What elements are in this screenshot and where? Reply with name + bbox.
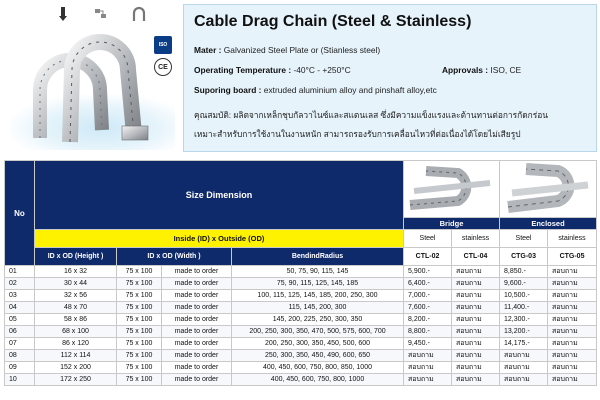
row-height: 32 x 56 [35, 290, 117, 302]
row-no: 08 [5, 350, 35, 362]
product-title: Cable Drag Chain (Steel & Stainless) [194, 13, 472, 30]
row-width: 75 x 100 [117, 302, 162, 314]
row-bridge-stainless-price: สอบถาม [452, 314, 500, 326]
chain-horizontal-icon [88, 6, 114, 22]
row-enclosed-steel-price: สอบถาม [500, 350, 548, 362]
row-bridge-stainless-price: สอบถาม [452, 374, 500, 386]
row-no: 01 [5, 266, 35, 278]
row-bridge-steel-price: 7,600.- [404, 302, 452, 314]
row-height: 16 x 32 [35, 266, 117, 278]
row-bridge-steel-price: สอบถาม [404, 362, 452, 374]
row-width: 75 x 100 [117, 350, 162, 362]
chain-vertical-icon [50, 6, 76, 22]
row-no: 02 [5, 278, 35, 290]
row-no: 06 [5, 326, 35, 338]
thai-description-line-1: คุณสมบัติ: ผลิตจากเหล็กชุบกัลวาไนซ์และสแตนเลส ซึ่งมีความแข็งแรงและต้านทานต่อการกัดกร่อน [194, 110, 548, 120]
inside-outside-header: Inside (ID) x Outside (OD) [35, 230, 404, 248]
row-width: 75 x 100 [117, 290, 162, 302]
product-photo [0, 0, 178, 152]
width-header: ID x OD (Width ) [117, 248, 232, 266]
row-height: 172 x 250 [35, 374, 117, 386]
row-height: 48 x 70 [35, 302, 117, 314]
table-row [5, 266, 597, 278]
row-note: made to order [162, 266, 232, 278]
code-ctg-03: CTG-03 [500, 248, 548, 266]
row-bridge-steel-price: 8,200.- [404, 314, 452, 326]
row-bridge-steel-price: 9,450.- [404, 338, 452, 350]
row-bridge-steel-price: 8,800.- [404, 326, 452, 338]
table-row [5, 338, 597, 350]
row-bridge-steel-price: 5,900.- [404, 266, 452, 278]
enclosed-stainless-header: stainless [548, 230, 597, 248]
row-bend-radius: 145, 200, 225, 250, 300, 350 [232, 314, 404, 326]
row-note: made to order [162, 362, 232, 374]
table-row [5, 326, 597, 338]
table-row [5, 362, 597, 374]
spec-table [4, 160, 597, 386]
row-enclosed-stainless-price: สอบถาม [548, 350, 597, 362]
size-dimension-header: Size Dimension [35, 161, 404, 230]
row-enclosed-steel-price: สอบถาม [500, 362, 548, 374]
supporting-board-line: Suporing board : extruded aluminium alloy and pinshaft alloy,etc [194, 85, 437, 95]
row-enclosed-stainless-price: สอบถาม [548, 278, 597, 290]
row-enclosed-steel-price: 10,500.- [500, 290, 548, 302]
row-bend-radius: 100, 115, 125, 145, 185, 200, 250, 300 [232, 290, 404, 302]
row-height: 30 x 44 [35, 278, 117, 290]
row-note: made to order [162, 374, 232, 386]
row-enclosed-stainless-price: สอบถาม [548, 266, 597, 278]
drag-chain-image [10, 30, 160, 148]
no-header: No [5, 161, 35, 266]
row-bend-radius: 200, 250, 300, 350, 470, 500, 575, 600, 700 [232, 326, 404, 338]
row-enclosed-steel-price: 11,400.- [500, 302, 548, 314]
row-bridge-steel-price: สอบถาม [404, 350, 452, 362]
row-bridge-stainless-price: สอบถาม [452, 362, 500, 374]
row-enclosed-stainless-price: สอบถาม [548, 362, 597, 374]
code-ctg-05: CTG-05 [548, 248, 597, 266]
row-width: 75 x 100 [117, 338, 162, 350]
row-bend-radius: 400, 450, 600, 750, 800, 850, 1000 [232, 362, 404, 374]
row-enclosed-steel-price: สอบถาม [500, 374, 548, 386]
thai-description-line-2: เหมาะสำหรับการใช้งานในงานหนัก สามารถรองรับการเคลื่อนไหวที่ต่อเนื่องได้โดยไม่เสียรูป [194, 129, 521, 139]
row-note: made to order [162, 302, 232, 314]
row-width: 75 x 100 [117, 362, 162, 374]
material-line: Mater : Galvanized Steel Plate or (Stianless steel) [194, 45, 381, 55]
table-row [5, 374, 597, 386]
row-no: 04 [5, 302, 35, 314]
row-height: 58 x 86 [35, 314, 117, 326]
row-width: 75 x 100 [117, 266, 162, 278]
height-header: ID x OD (Height ) [35, 248, 117, 266]
enclosed-chain-icon [502, 161, 594, 213]
row-bend-radius: 200, 250, 300, 350, 450, 500, 600 [232, 338, 404, 350]
row-height: 86 x 120 [35, 338, 117, 350]
row-note: made to order [162, 314, 232, 326]
bridge-header: Bridge [404, 218, 500, 230]
row-note: made to order [162, 338, 232, 350]
code-ctl-04: CTL-04 [452, 248, 500, 266]
temperature-line: Operating Temperature : -40°C - +250°C [194, 65, 351, 75]
row-bridge-stainless-price: สอบถาม [452, 326, 500, 338]
row-bridge-steel-price: 7,000.- [404, 290, 452, 302]
row-enclosed-stainless-price: สอบถาม [548, 314, 597, 326]
row-bridge-steel-price: สอบถาม [404, 374, 452, 386]
row-bridge-stainless-price: สอบถาม [452, 302, 500, 314]
row-note: made to order [162, 278, 232, 290]
table-row [5, 278, 597, 290]
bend-radius-header: BendindRadius [232, 248, 404, 266]
row-enclosed-steel-price: 8,850.- [500, 266, 548, 278]
row-enclosed-steel-price: 12,300.- [500, 314, 548, 326]
row-height: 112 x 114 [35, 350, 117, 362]
row-width: 75 x 100 [117, 374, 162, 386]
row-note: made to order [162, 290, 232, 302]
row-no: 07 [5, 338, 35, 350]
row-bend-radius: 400, 450, 600, 750, 800, 1000 [232, 374, 404, 386]
table-row [5, 350, 597, 362]
row-enclosed-stainless-price: สอบถาม [548, 290, 597, 302]
iso-badge: ISO [154, 36, 172, 54]
row-bend-radius: 75, 90, 115, 125, 145, 185 [232, 278, 404, 290]
row-bridge-steel-price: 6,400.- [404, 278, 452, 290]
row-bridge-stainless-price: สอบถาม [452, 278, 500, 290]
bridge-stainless-header: stainless [452, 230, 500, 248]
enclosed-chain-image [500, 161, 597, 218]
row-note: made to order [162, 350, 232, 362]
chain-loop-icon [126, 6, 152, 22]
row-enclosed-stainless-price: สอบถาม [548, 326, 597, 338]
enclosed-steel-header: Steel [500, 230, 548, 248]
row-bridge-stainless-price: สอบถาม [452, 266, 500, 278]
row-width: 75 x 100 [117, 326, 162, 338]
row-height: 68 x 100 [35, 326, 117, 338]
ce-badge: CE [154, 58, 172, 76]
row-bridge-stainless-price: สอบถาม [452, 338, 500, 350]
row-no: 10 [5, 374, 35, 386]
row-enclosed-stainless-price: สอบถาม [548, 302, 597, 314]
bridge-chain-icon [406, 161, 498, 213]
row-bridge-stainless-price: สอบถาม [452, 290, 500, 302]
enclosed-header: Enclosed [500, 218, 597, 230]
product-info-box [183, 4, 597, 152]
orientation-icons [50, 6, 152, 22]
row-no: 09 [5, 362, 35, 374]
row-bend-radius: 50, 75, 90, 115, 145 [232, 266, 404, 278]
row-enclosed-stainless-price: สอบถาม [548, 374, 597, 386]
table-row [5, 290, 597, 302]
row-no: 03 [5, 290, 35, 302]
row-no: 05 [5, 314, 35, 326]
row-height: 152 x 200 [35, 362, 117, 374]
table-row [5, 314, 597, 326]
row-bend-radius: 115, 145, 200, 300 [232, 302, 404, 314]
row-width: 75 x 100 [117, 278, 162, 290]
approvals-line: Approvals : ISO, CE [442, 65, 522, 75]
bridge-steel-header: Steel [404, 230, 452, 248]
row-enclosed-stainless-price: สอบถาม [548, 338, 597, 350]
row-enclosed-steel-price: 14,175.- [500, 338, 548, 350]
table-row [5, 302, 597, 314]
bridge-chain-image [404, 161, 500, 218]
code-ctl-02: CTL-02 [404, 248, 452, 266]
row-bend-radius: 250, 300, 350, 450, 490, 600, 650 [232, 350, 404, 362]
row-enclosed-steel-price: 9,600.- [500, 278, 548, 290]
row-width: 75 x 100 [117, 314, 162, 326]
row-bridge-stainless-price: สอบถาม [452, 350, 500, 362]
row-note: made to order [162, 326, 232, 338]
row-enclosed-steel-price: 13,200.- [500, 326, 548, 338]
